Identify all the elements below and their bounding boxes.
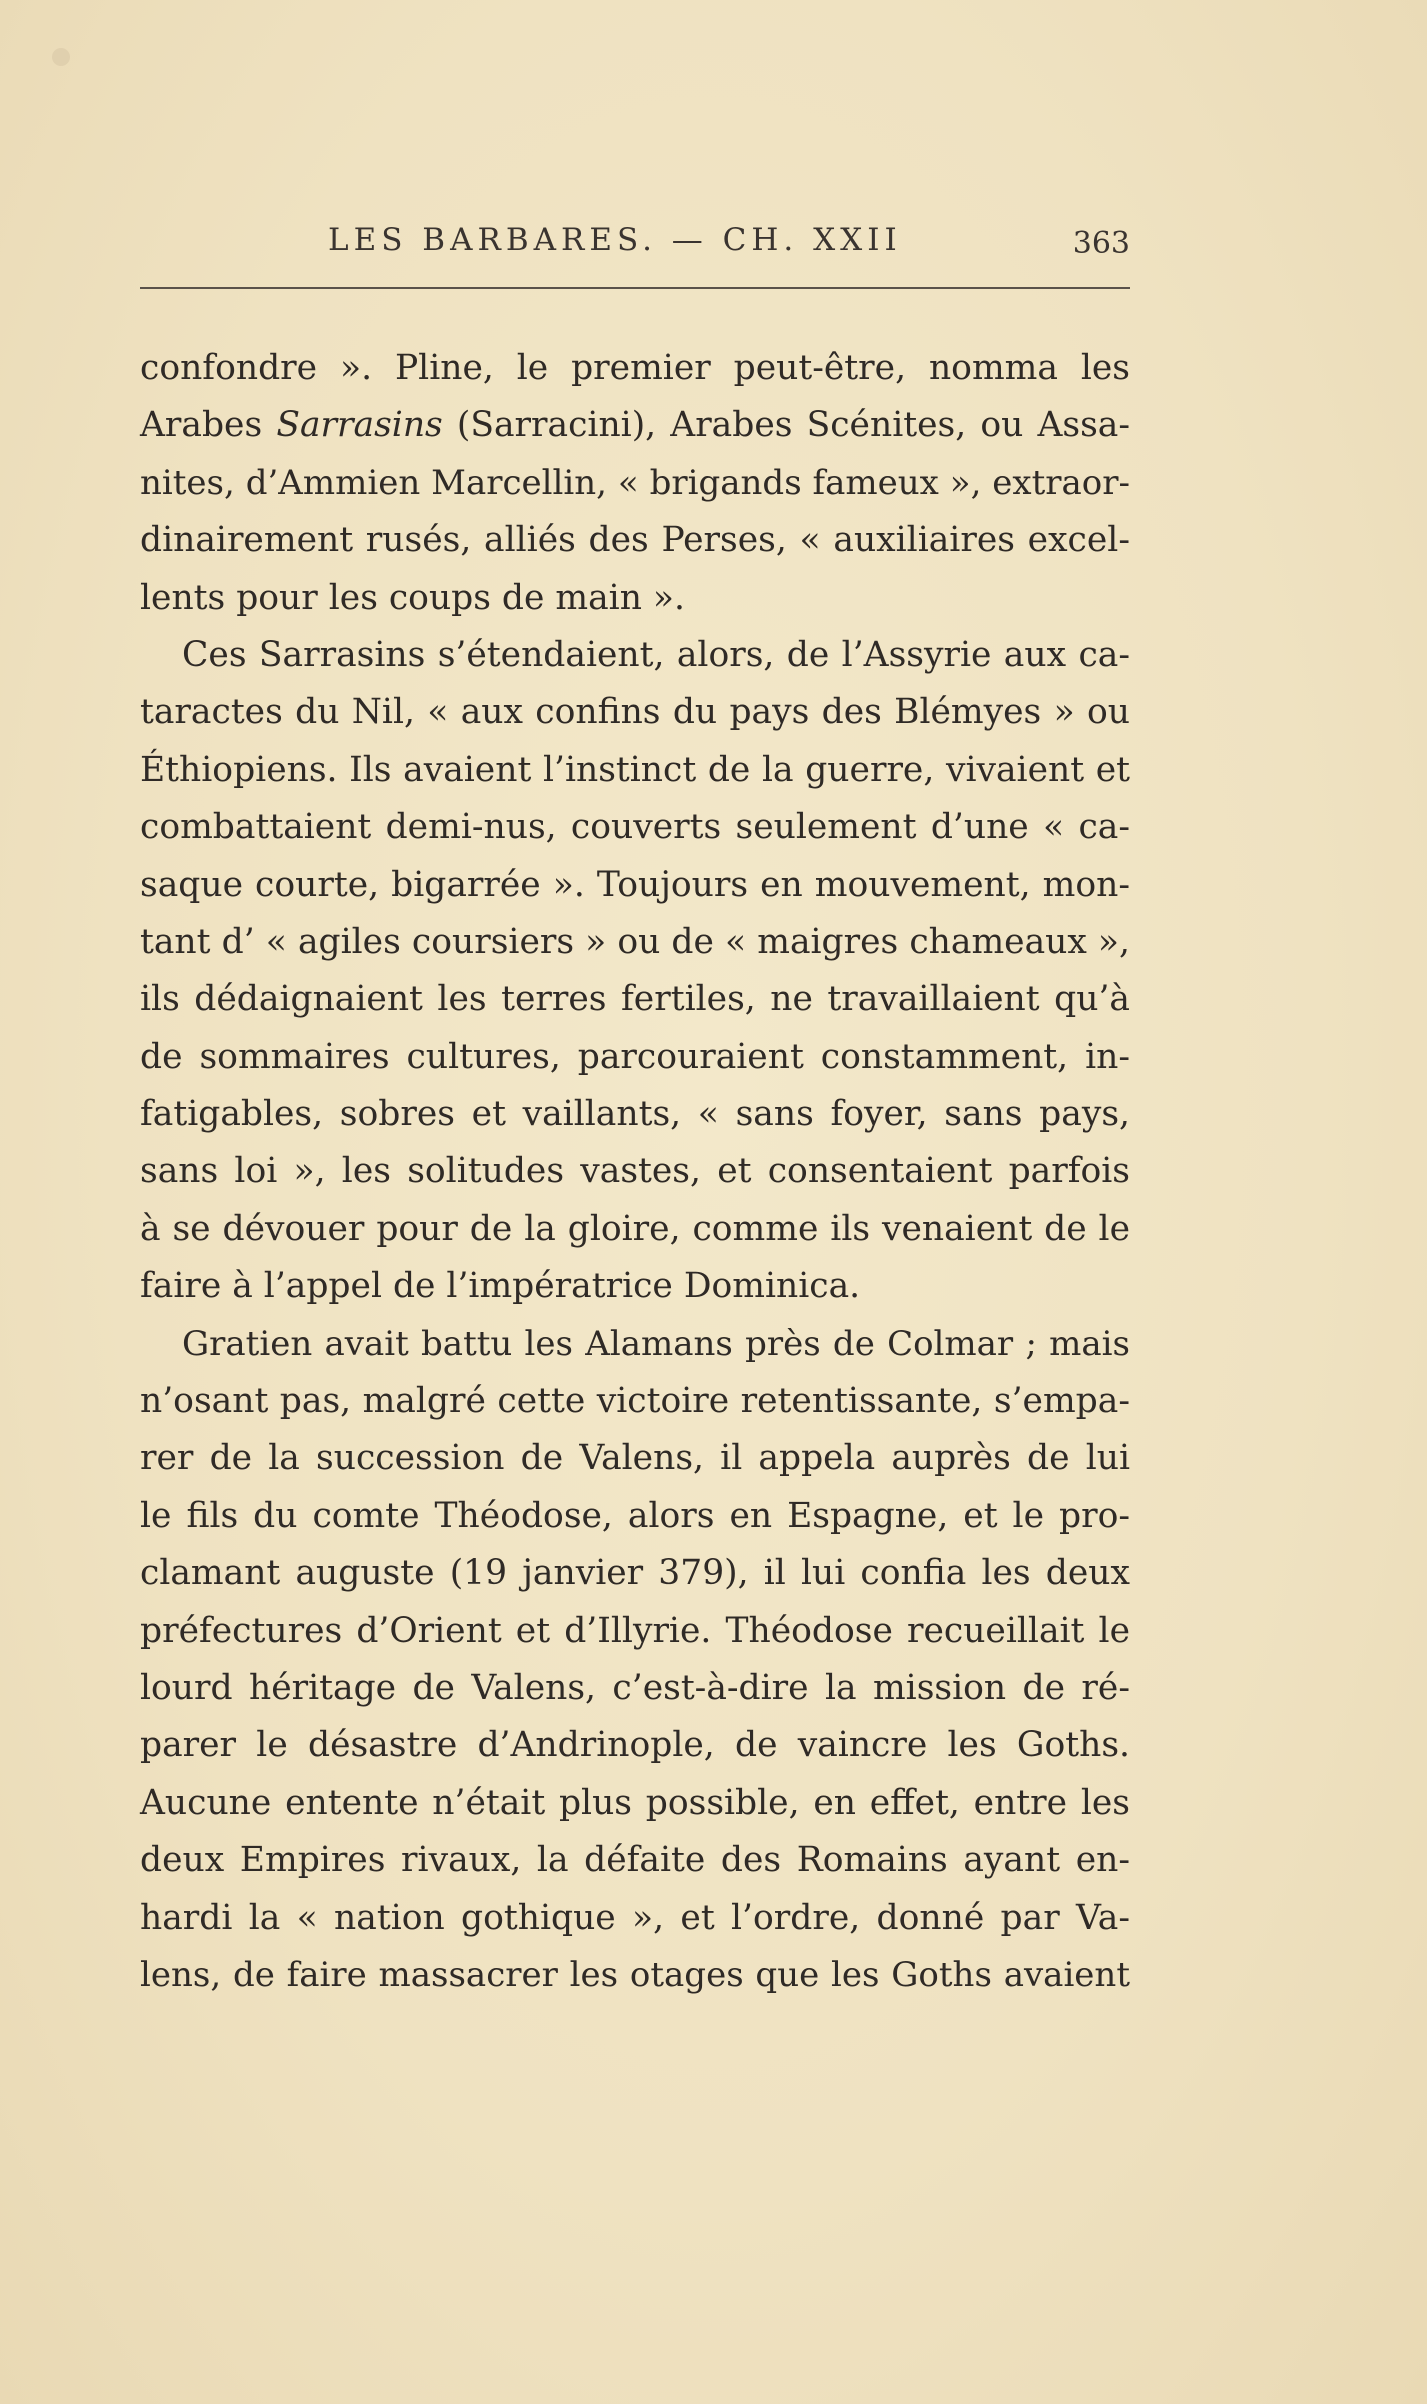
text-line: clamant auguste (19 janvier 379), il lui confia les deux [140, 1553, 1130, 1594]
text-line: tant d’ « agiles coursiers » ou de « maigres chameaux », [140, 921, 1130, 962]
text-line: préfectures d’Orient et d’Illyrie. Théodose recueillait le [140, 1610, 1130, 1651]
text-line: deux Empires rivaux, la défaite des Romains ayant en- [140, 1840, 1130, 1881]
running-head [140, 222, 1130, 272]
text-line: taractes du Nil, « aux confins du pays des Blémyes » ou [140, 692, 1130, 733]
header-rule [140, 287, 1130, 289]
text-line: nites, d’Ammien Marcellin, « brigands fameux », extraor- [140, 462, 1130, 503]
italic-term: Sarrasins [276, 405, 443, 446]
text-line: combattaient demi-nus, couverts seulement d’une « ca- [140, 807, 1130, 848]
text-line: rer de la succession de Valens, il appela auprès de lui [140, 1438, 1130, 1479]
page-number: 363 [1072, 226, 1130, 261]
body-text [140, 340, 1130, 2004]
text-line: confondre ». Pline, le premier peut-être, nomma les [140, 348, 1130, 388]
text-line: de sommaires cultures, parcouraient constamment, in- [140, 1036, 1130, 1077]
running-title: LES BARBARES. — CH. XXII [328, 222, 902, 258]
text-line: saque courte, bigarrée ». Toujours en mouvement, mon- [140, 864, 1130, 905]
text-line: à se dévouer pour de la gloire, comme ils venaient de le [140, 1208, 1130, 1249]
text-segment: (Sarracini), Arabes Scénites, ou Assa- [442, 405, 1130, 446]
text-line: n’osant pas, malgré cette victoire retentissante, s’empa- [140, 1381, 1130, 1422]
text-line: faire à l’appel de l’impératrice Dominica. [140, 1266, 861, 1307]
text-line: dinairement rusés, alliés des Perses, « auxiliaires excel- [140, 520, 1130, 561]
text-line: lourd héritage de Valens, c’est-à-dire la mission de ré- [140, 1667, 1130, 1708]
text-line: le fils du comte Théodose, alors en Espagne, et le pro- [140, 1495, 1130, 1536]
text-line [140, 397, 1130, 454]
text-line: hardi la « nation gothique », et l’ordre, donné par Va- [140, 1897, 1130, 1938]
text-line: Ces Sarrasins s’étendaient, alors, de l’Assyrie aux ca- [182, 634, 1130, 675]
text-line: lens, de faire massacrer les otages que les Goths avaient [140, 1954, 1130, 1995]
text-line: fatigables, sobres et vaillants, « sans foyer, sans pays, [140, 1094, 1130, 1135]
text-line: ils dédaignaient les terres fertiles, ne travaillaient qu’à [140, 979, 1130, 1020]
text-line: sans loi », les solitudes vastes, et consentaient parfois [140, 1151, 1130, 1192]
text-line: lents pour les coups de main ». [140, 577, 685, 618]
text-line: Éthiopiens. Ils avaient l’instinct de la guerre, vivaient et [140, 749, 1130, 790]
paper-stain [52, 48, 70, 66]
text-line: Gratien avait battu les Alamans près de Colmar ; mais [182, 1323, 1130, 1364]
text-segment: Arabes [140, 405, 277, 446]
text-line: parer le désastre d’Andrinople, de vaincre les Goths. [140, 1725, 1130, 1766]
text-line: Aucune entente n’était plus possible, en effet, entre les [140, 1782, 1130, 1823]
